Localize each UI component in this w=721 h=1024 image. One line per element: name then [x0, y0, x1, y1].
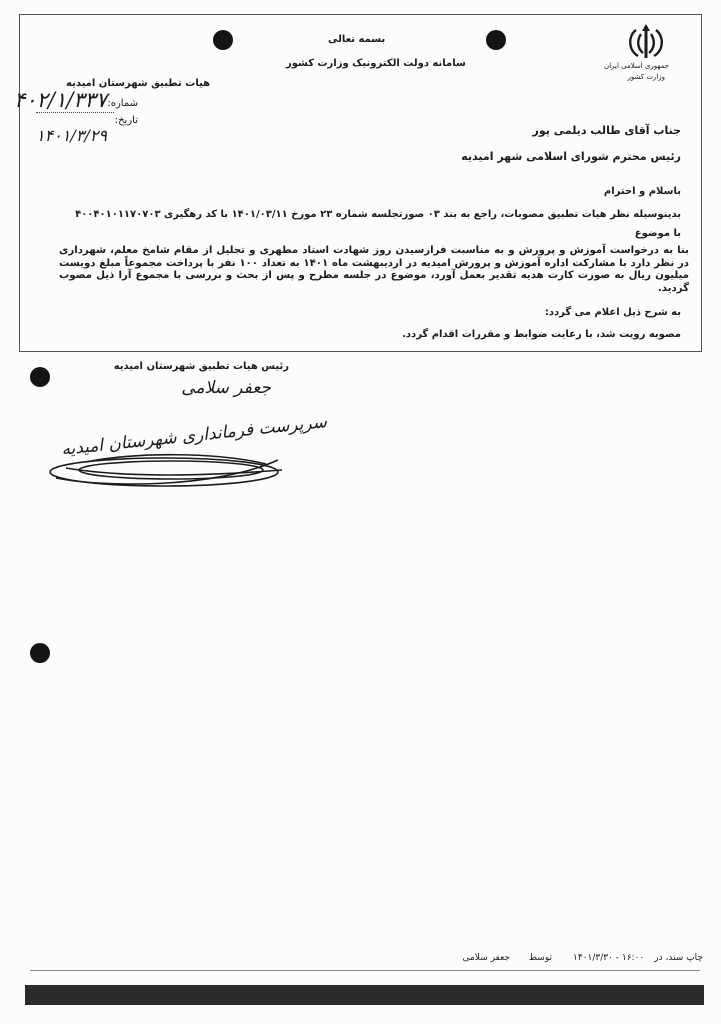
system-name: سامانه دولت الکترونیک وزارت کشور — [286, 58, 466, 69]
print-label: چاپ سند، در — [654, 953, 703, 963]
footer-rule — [30, 970, 700, 971]
printed-by-name: جعفر سلامی — [462, 953, 510, 963]
greeting: باسلام و احترام — [603, 186, 681, 197]
intro-line: بدینوسیله نظر هیات تطبیق مصوبات، راجع به بند ۰۳ صورتجلسه شماره ۲۳ مورخ ۱۴۰۱/۰۳/۱۱ با کد رهگیری ۴۰۰۴۰۱۰۱۱۷۰۷۰۳ — [75, 209, 681, 220]
decision-text: مصوبه رویت شد، با رعایت ضوابط و مقررات اقدام گردد. — [402, 329, 681, 340]
footer-bar — [25, 985, 704, 1005]
addressee-name: جناب آقای طالب دیلمی پور — [532, 124, 681, 137]
letter-date-value: ۱۴۰۱/۳/۲۹ — [36, 126, 107, 145]
addressee-title: رئیس محترم شورای اسلامی شهر امیدیه — [461, 150, 681, 163]
printed-by-label: توسط — [528, 953, 552, 963]
letter-number-value: ۴۰۲/۱/۳۳۷ — [14, 88, 108, 112]
letter-number-label: شماره: — [107, 98, 138, 109]
punch-hole — [213, 30, 233, 50]
punch-hole — [30, 367, 50, 387]
signatory-title: رئیس هیات تطبیق شهرستان امیدیه — [113, 361, 289, 372]
subject-label: با موضوع — [634, 228, 681, 239]
signature-scribble — [46, 448, 286, 492]
letter-date-label: تاریخ: — [114, 115, 138, 126]
bismillah-heading: بسمه تعالی — [328, 34, 386, 45]
number-underline — [36, 112, 114, 113]
signatory-role-handwritten: سرپرست فرمانداری شهرستان امیدیه — [60, 412, 328, 460]
iran-emblem-icon — [620, 22, 672, 64]
subject-paragraph: بنا به درخواست آموزش و پرورش و به مناسبت فرارسیدن روز شهادت استاد مطهری و تجلیل از مقام شامخ معلم، شهرداری در نظر دارد با مشارکت اداره آموزش و پرورش امیدیه در اردیبهشت ماه ۱۴۰۱ به تعداد ۱۰۰ نفر با پرداخت مجموعاً مبلغ دویست میلیون ریال به صورت کارت هدیه تقدیر بعمل آورد، موضوع در جلسه مطرح و پس از بحث و بررسی با مجموع آرا ذیل مصوب گردید. — [59, 245, 689, 294]
punch-hole — [486, 30, 506, 50]
punch-hole — [30, 643, 50, 663]
print-time: ۱۶:۰۰ - ۱۴۰۱/۳/۳۰ — [573, 953, 645, 963]
signatory-name-handwritten: جعفر سلامی — [181, 378, 271, 398]
org-name: هیات تطبیق شهرستان امیدیه — [66, 78, 211, 89]
decision-label: به شرح ذیل اعلام می گردد: — [544, 307, 681, 318]
emblem-caption: جمهوری اسلامی ایران — [604, 62, 669, 70]
emblem-caption: وزارت کشور — [627, 73, 665, 81]
